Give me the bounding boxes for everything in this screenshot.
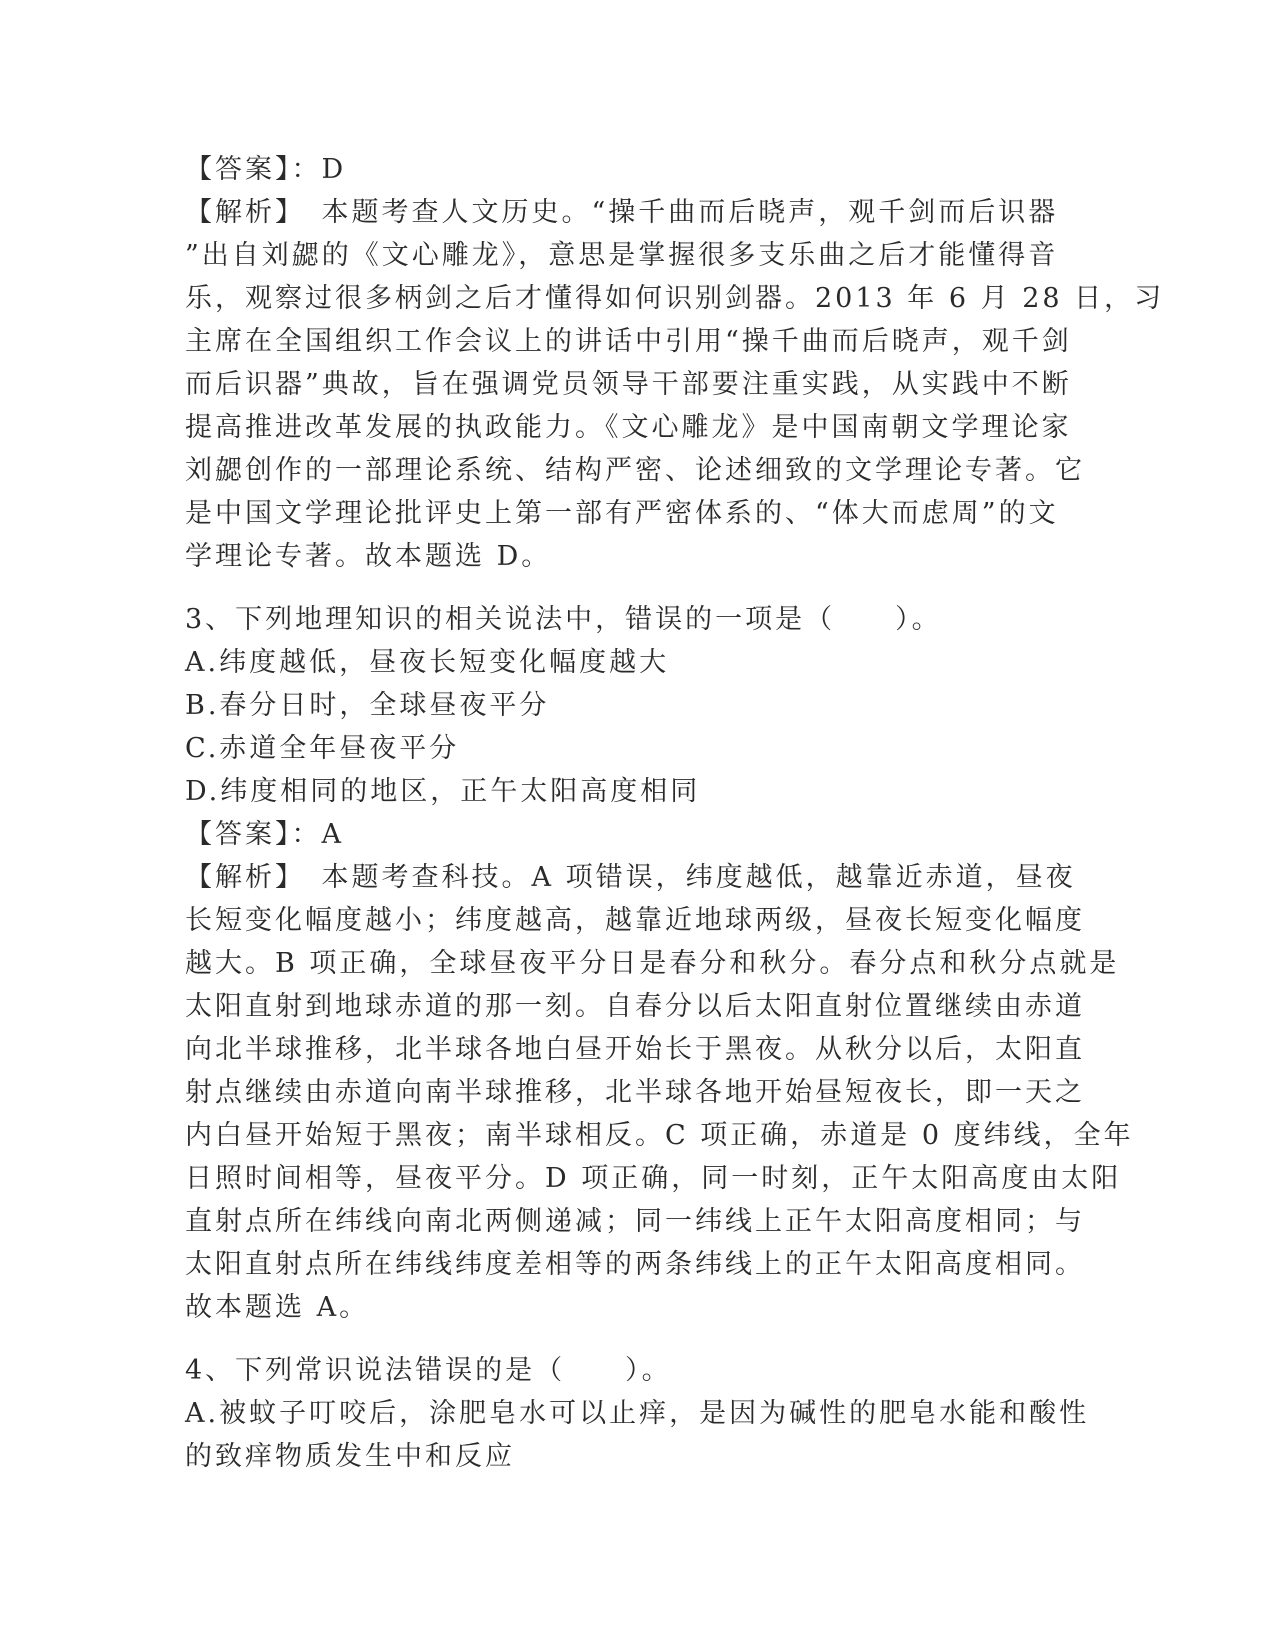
option-d: D.纬度相同的地区，正午太阳高度相同	[185, 776, 701, 807]
q4-question	[185, 1349, 1085, 1392]
analysis-line: 日照时间相等，昼夜平分。D 项正确，同一时刻，正午太阳高度由太阳	[185, 1163, 1122, 1194]
analysis-line: 刘勰创作的一部理论系统、结构严密、论述细致的文学理论专著。它	[185, 455, 1085, 486]
analysis-line: 太阳直射点所在纬线纬度差相等的两条纬线上的正午太阳高度相同。	[185, 1249, 1085, 1280]
analysis-line: 故本题选 A。	[185, 1292, 370, 1323]
option-a: A.被蚊子叮咬后，涂肥皂水可以止痒，是因为碱性的肥皂水能和酸性	[185, 1398, 1090, 1429]
section-gap	[185, 578, 1085, 598]
q4-options	[185, 1392, 1090, 1478]
q3-answer	[185, 813, 1085, 856]
analysis-line: ”出自刘勰的《文心雕龙》，意思是掌握很多支乐曲之后才能懂得音	[185, 240, 1059, 271]
analysis-line: 长短变化幅度越小；纬度越高，越靠近地球两级，昼夜长短变化幅度	[185, 905, 1085, 936]
section-gap	[185, 1329, 1085, 1349]
analysis-line: 而后识器”典故，旨在强调党员领导干部要注重实践，从实践中不断	[185, 369, 1072, 400]
analysis-line: 越大。B 项正确，全球昼夜平分日是春分和秋分。春分点和秋分点就是	[185, 948, 1120, 979]
option-a-continued: 的致痒物质发生中和反应	[185, 1441, 515, 1472]
analysis-line: 主席在全国组织工作会议上的讲话中引用“操千曲而后晓声，观千剑	[185, 326, 1072, 357]
document-page	[185, 148, 1165, 1478]
q3-analysis	[185, 856, 1134, 1329]
analysis-line: 是中国文学理论批评史上第一部有严密体系的、“体大而虑周”的文	[185, 498, 1059, 529]
analysis-line: 【解析】 本题考查人文历史。“操千曲而后晓声，观千剑而后识器	[185, 197, 1059, 228]
analysis-line: 乐，观察过很多柄剑之后才懂得如何识别剑器。2013 年 6 月 28 日，习	[185, 283, 1165, 314]
q2-analysis	[185, 191, 1165, 578]
q3-options	[185, 641, 1085, 813]
analysis-line: 提高推进改革发展的执政能力。《文心雕龙》是中国南朝文学理论家	[185, 412, 1072, 443]
option-b: B.春分日时，全球昼夜平分	[185, 690, 550, 721]
q2-answer	[185, 148, 1085, 191]
analysis-line: 太阳直射到地球赤道的那一刻。自春分以后太阳直射位置继续由赤道	[185, 991, 1085, 1022]
answer-line: 【答案】：D	[185, 154, 347, 185]
analysis-line: 内白昼开始短于黑夜；南半球相反。C 项正确，赤道是 0 度纬线，全年	[185, 1120, 1134, 1151]
answer-line: 【答案】：A	[185, 819, 344, 850]
analysis-line: 射点继续由赤道向南半球推移，北半球各地开始昼短夜长，即一天之	[185, 1077, 1085, 1108]
option-a: A.纬度越低，昼夜长短变化幅度越大	[185, 647, 670, 678]
analysis-line: 学理论专著。故本题选 D。	[185, 541, 552, 572]
analysis-line: 向北半球推移，北半球各地白昼开始长于黑夜。从秋分以后，太阳直	[185, 1034, 1085, 1065]
analysis-line: 【解析】 本题考查科技。A 项错误，纬度越低，越靠近赤道，昼夜	[185, 862, 1076, 893]
analysis-line: 直射点所在纬线向南北两侧递减；同一纬线上正午太阳高度相同；与	[185, 1206, 1085, 1237]
option-c: C.赤道全年昼夜平分	[185, 733, 460, 764]
q3-question	[185, 598, 1085, 641]
question-text: 3、下列地理知识的相关说法中，错误的一项是（ ）。	[185, 604, 942, 635]
question-text: 4、下列常识说法错误的是（ ）。	[185, 1355, 672, 1386]
